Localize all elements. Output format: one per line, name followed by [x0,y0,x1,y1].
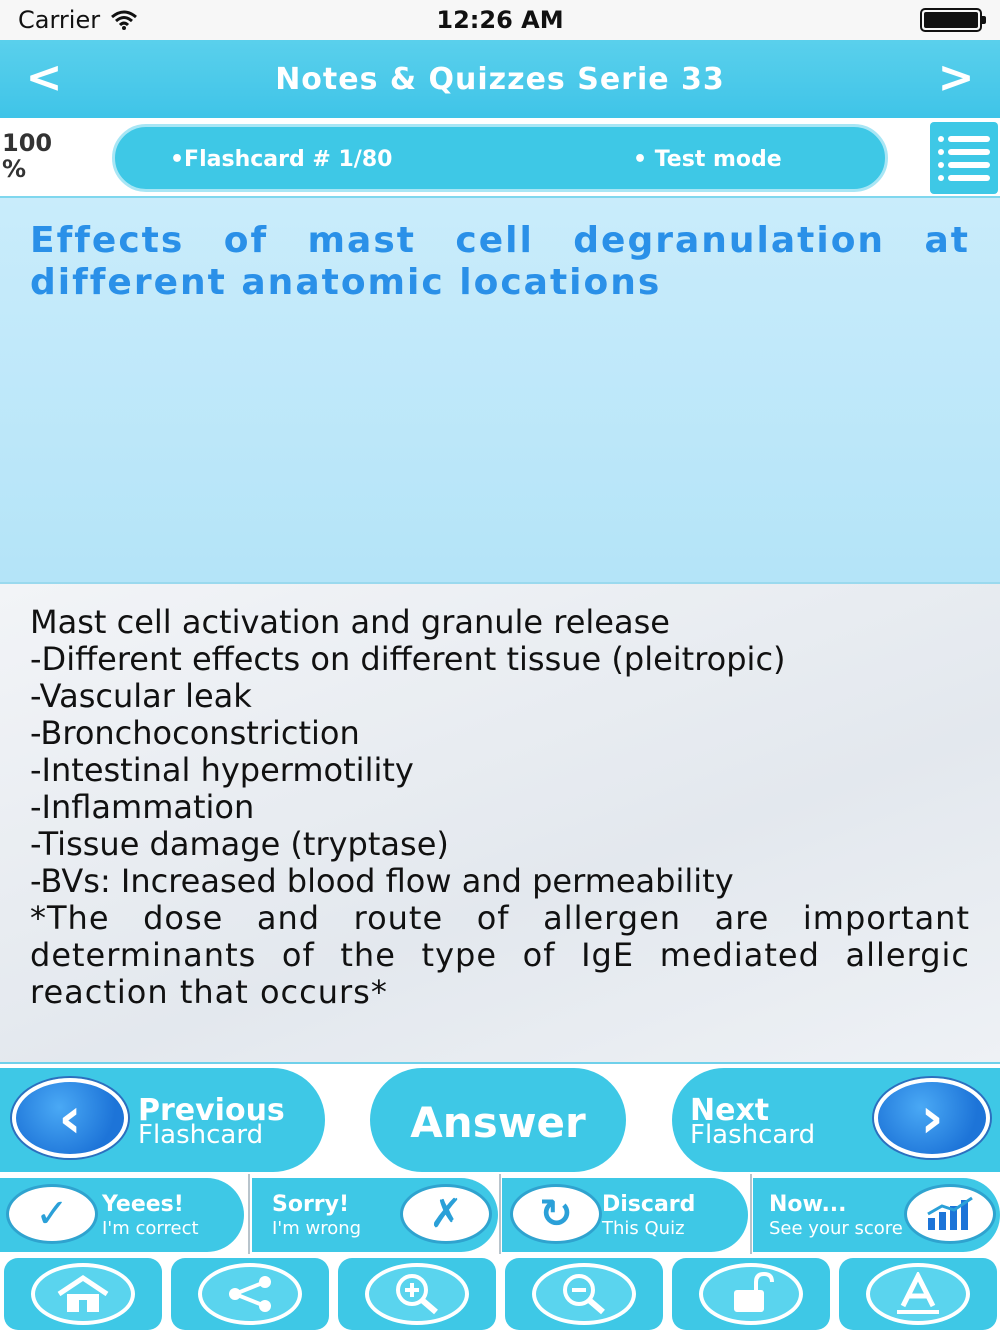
zoom-out-icon [532,1263,636,1325]
unlock-button[interactable] [672,1258,830,1330]
answer-line: determinants of the type of IgE mediated allergic [30,936,970,974]
next-title: Next [690,1093,770,1128]
unlock-icon [699,1263,803,1325]
answer-line: -Inflammation [30,788,255,826]
forward-button[interactable]: > [937,51,975,103]
see-score-button[interactable] [753,1178,1000,1252]
previous-title: Previous [138,1093,285,1128]
page-title: Notes & Quizzes Serie 33 [275,61,725,97]
back-button[interactable]: < [25,51,63,103]
next-sub: Flashcard [690,1120,816,1150]
mode-label: • Test mode [633,147,782,172]
correct-sub: I'm correct [102,1218,199,1239]
battery-icon [920,8,982,32]
answer-line: *The dose and route of allergen are important [30,899,970,937]
previous-sub: Flashcard [138,1120,264,1150]
divider [499,1174,501,1254]
flashcard-nav-row [0,1062,1000,1174]
wrong-button[interactable] [252,1178,498,1252]
discard-sub: This Quiz [602,1218,685,1239]
home-icon [31,1263,135,1325]
checkmark-icon: ✓ [6,1184,98,1244]
list-icon[interactable] [930,122,998,194]
zoom-out-button[interactable] [505,1258,663,1330]
bar-chart-icon [904,1184,996,1244]
divider [248,1174,250,1254]
correct-button[interactable] [0,1178,244,1252]
answer-label: Answer [410,1098,586,1147]
answer-line: -Tissue damage (tryptase) [30,825,449,863]
font-button[interactable] [839,1258,997,1330]
chevron-right-icon: › [874,1078,990,1158]
correct-title: Yeees! [102,1192,184,1217]
info-bar [0,118,1000,198]
nav-bar [0,40,1000,118]
font-icon [866,1263,970,1325]
wrong-title: Sorry! [272,1192,350,1217]
wifi-icon [110,10,138,30]
answer-line: -Bronchoconstriction [30,714,360,752]
divider [750,1174,752,1254]
share-icon [198,1263,302,1325]
answer-line: -Different effects on different tissue (pleitropic) [30,640,786,678]
answer-line: -Vascular leak [30,677,252,715]
bottom-toolbar [0,1254,1000,1333]
zoom-in-button[interactable] [338,1258,496,1330]
answer-line: reaction that occurs* [30,973,388,1011]
cross-icon: ✗ [400,1184,492,1244]
answer-line: -BVs: Increased blood flow and permeability [30,862,734,900]
status-time: 12:26 AM [436,6,564,34]
answer-button[interactable] [370,1068,626,1172]
wrong-sub: I'm wrong [272,1218,362,1239]
discard-title: Discard [602,1192,696,1217]
progress-label: 100 % [2,129,53,183]
question-panel [0,198,1000,582]
question-text: Effects of mast cell degranulation at different anatomic locations [30,220,970,303]
previous-flashcard-button[interactable] [0,1068,325,1172]
next-flashcard-button[interactable] [672,1068,1000,1172]
score-title: Now... [769,1192,847,1217]
share-button[interactable] [171,1258,329,1330]
answer-line: Mast cell activation and granule release [30,603,670,641]
answer-line: -Intestinal hypermotility [30,751,414,789]
flashcard-counter: •Flashcard # 1/80 [170,147,393,172]
score-sub: See your score [769,1218,903,1239]
answer-panel [0,582,1000,1062]
status-bar [0,0,1000,40]
zoom-in-icon [365,1263,469,1325]
carrier-label: Carrier [18,6,101,34]
status-left [18,6,138,34]
flashcard-info-pill [112,124,888,192]
discard-quiz-button[interactable] [502,1178,748,1252]
home-button[interactable] [4,1258,162,1330]
chevron-left-icon: ‹ [12,1078,128,1158]
recycle-icon: ↻ [510,1184,602,1244]
